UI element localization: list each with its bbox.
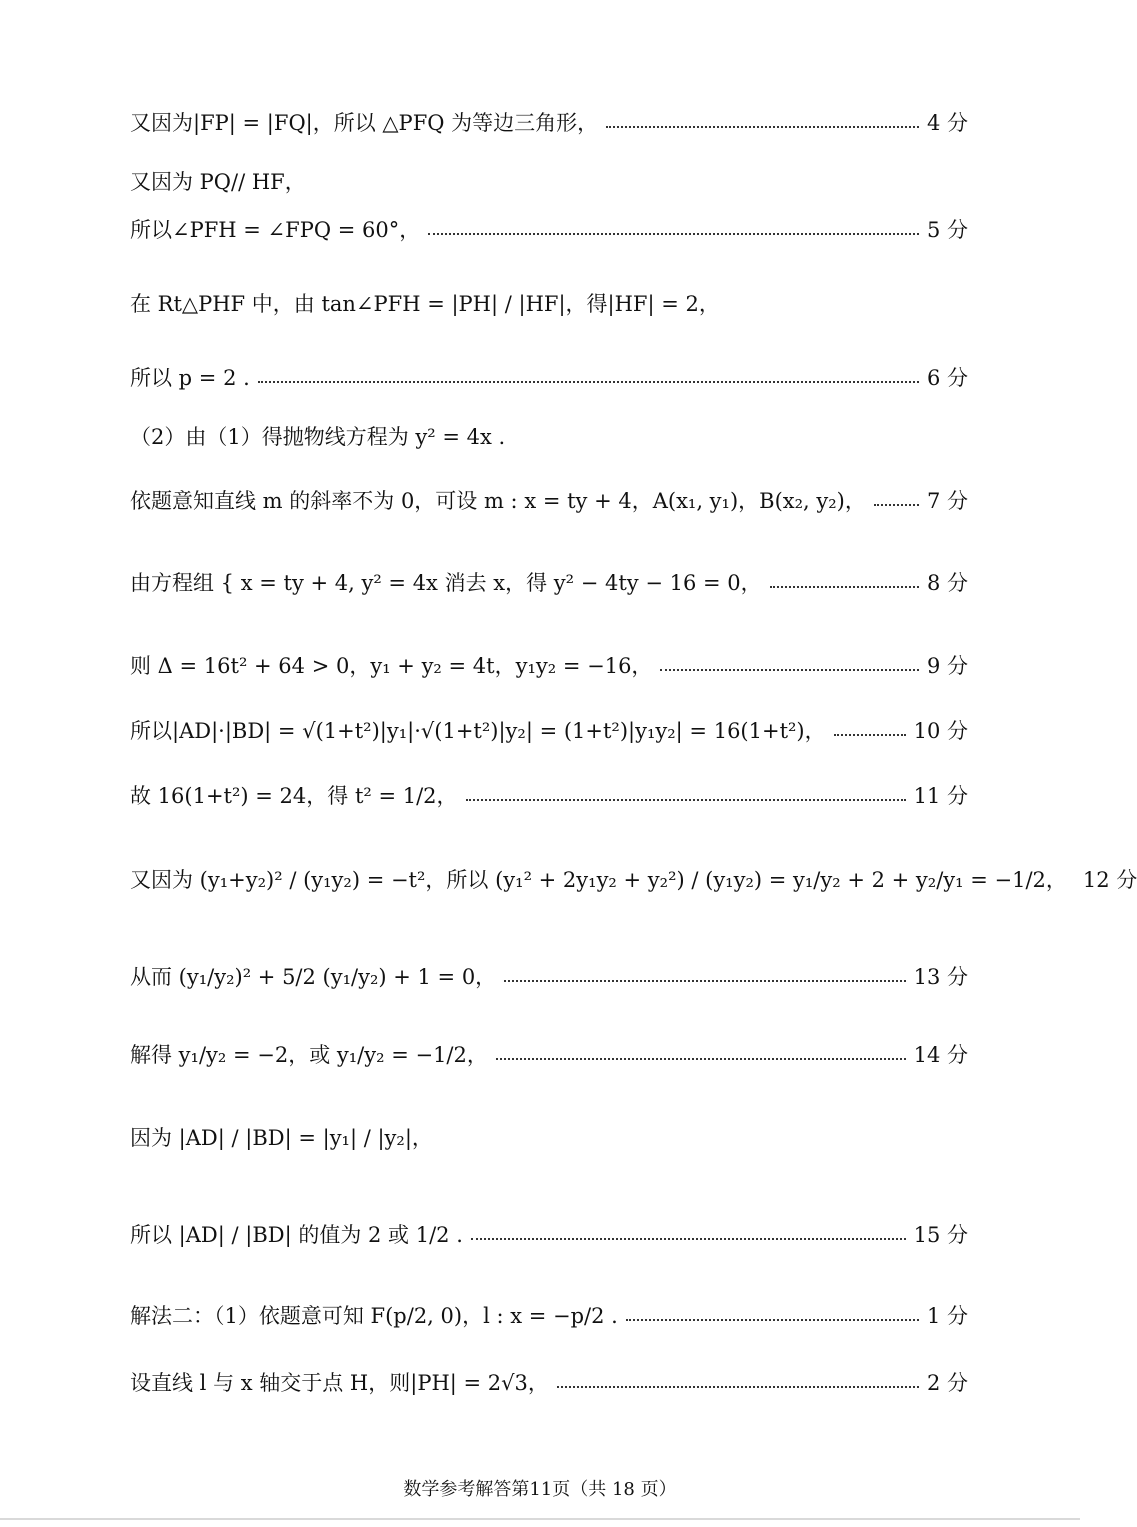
score-label: 9 分 (926, 654, 968, 678)
score-label: 6 分 (926, 366, 968, 390)
answer-line-6 (130, 427, 968, 448)
line-text: 依题意知直线 m 的斜率不为 0，可设 m : x = ty + 4，A(x₁, y₁)，B(x₂, y₂)， (130, 489, 866, 513)
leader-dots (471, 1238, 906, 1240)
line-text: 故 16(1+t²) = 24，得 t² = 1/2， (130, 784, 458, 808)
answer-line-9 (130, 656, 968, 677)
score-label: 2 分 (926, 1371, 968, 1395)
leader-dots (626, 1319, 919, 1321)
answer-line-10 (130, 721, 968, 742)
answer-line-1 (130, 113, 968, 134)
score-label: 7 分 (926, 489, 968, 513)
score-label: 5 分 (926, 218, 968, 242)
score-label: 4 分 (926, 111, 968, 135)
line-text: 从而 (y₁/y₂)² + 5/2 (y₁/y₂) + 1 = 0， (130, 965, 497, 989)
line-text: 又因为 (y₁+y₂)² / (y₁y₂) = −t²，所以 (y₁² + 2y₁y₂ + y₂²) / (y₁y₂) = y₁/y₂ + 2 + y₂/y₁ = −1/2， (130, 868, 1067, 892)
line-text: 所以|AD|·|BD| = √(1+t²)|y₁|·√(1+t²)|y₂| = (1+t²)|y₁y₂| = 16(1+t²)， (130, 719, 826, 743)
answer-line-4 (130, 294, 968, 315)
answer-line-15 (130, 1128, 968, 1149)
score-label: 8 分 (926, 571, 968, 595)
line-text: 设直线 l 与 x 轴交于点 H，则|PH| = 2√3， (130, 1371, 549, 1395)
line-text: （2）由（1）得抛物线方程为 y² = 4x . (130, 425, 506, 449)
line-text: 在 Rt△PHF 中，由 tan∠PFH = |PH| / |HF|，得|HF| = 2， (130, 292, 720, 316)
line-text: 所以∠PFH = ∠FPQ = 60°， (130, 218, 421, 242)
leader-dots (504, 980, 905, 982)
line-text: 又因为 PQ// HF， (130, 170, 306, 194)
leader-dots (834, 734, 906, 736)
score-label: 14 分 (913, 1043, 968, 1067)
answer-line-13 (130, 967, 968, 988)
leader-dots (466, 799, 906, 801)
score-label: 15 分 (913, 1223, 968, 1247)
answer-line-5 (130, 368, 968, 389)
leader-dots (496, 1058, 906, 1060)
answer-line-8 (130, 573, 968, 594)
answer-line-11 (130, 786, 968, 807)
answer-line-17 (130, 1306, 968, 1327)
answer-line-2 (130, 172, 968, 193)
line-text: 所以 |AD| / |BD| 的值为 2 或 1/2 . (130, 1223, 463, 1247)
leader-dots (606, 126, 919, 128)
leader-dots (770, 586, 919, 588)
leader-dots (660, 669, 919, 671)
line-text: 因为 |AD| / |BD| = |y₁| / |y₂|， (130, 1126, 433, 1150)
line-text: 则 Δ = 16t² + 64 > 0，y₁ + y₂ = 4t，y₁y₂ = −16， (130, 654, 653, 678)
line-text: 解得 y₁/y₂ = −2，或 y₁/y₂ = −1/2， (130, 1043, 488, 1067)
answer-line-16 (130, 1225, 968, 1246)
leader-dots (874, 504, 919, 506)
leader-dots (258, 381, 919, 383)
line-text: 又因为|FP| = |FQ|，所以 △PFQ 为等边三角形， (130, 111, 599, 135)
answer-line-12 (130, 868, 1137, 892)
page-footer: 数学参考解答第11页（共 18 页） (403, 1479, 677, 1500)
score-label: 11 分 (913, 784, 968, 808)
leader-dots (557, 1386, 919, 1388)
score-label: 13 分 (913, 965, 968, 989)
line-text: 由方程组 { x = ty + 4, y² = 4x 消去 x，得 y² − 4ty − 16 = 0， (130, 571, 762, 595)
bottom-divider (0, 1518, 1080, 1520)
line-text: 解法二：（1）依题意可知 F(p/2, 0)，l : x = −p/2 . (130, 1304, 618, 1328)
answer-line-7 (130, 491, 968, 512)
leader-dots (428, 233, 919, 235)
line-text: 所以 p = 2 . (130, 366, 250, 390)
answer-line-14 (130, 1045, 968, 1066)
answer-line-3 (130, 220, 968, 241)
answer-line-18 (130, 1373, 968, 1394)
score-label: 1 分 (926, 1304, 968, 1328)
score-label: 12 分 (1082, 868, 1137, 892)
score-label: 10 分 (913, 719, 968, 743)
